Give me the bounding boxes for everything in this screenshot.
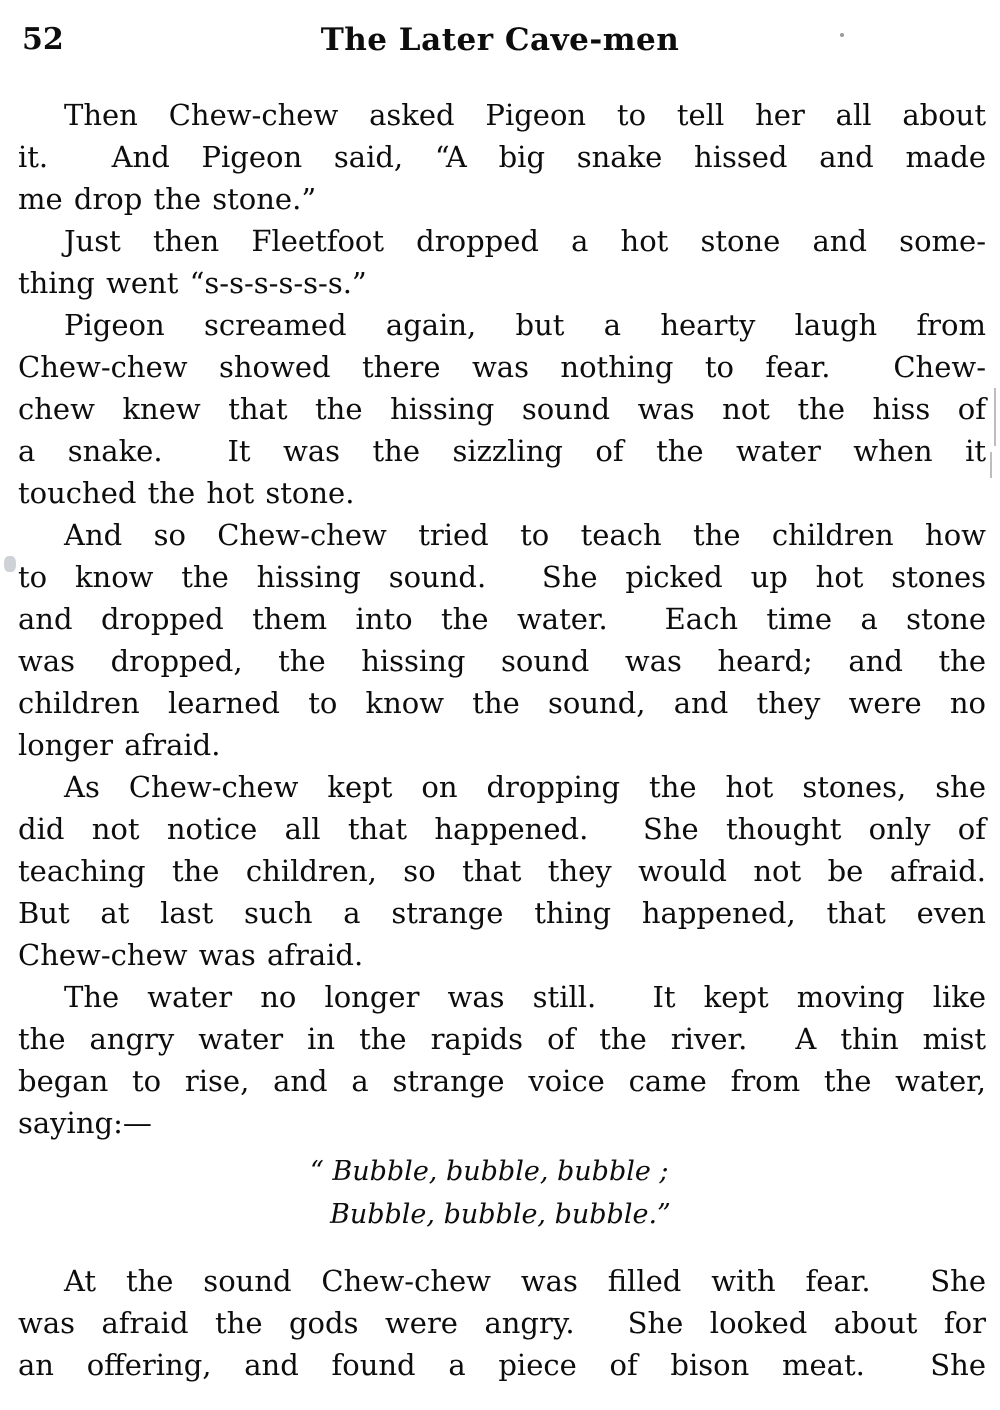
text-line: And so Chew-chew tried to teach the children how	[64, 518, 986, 552]
text-line: As Chew-chew kept on dropping the hot stones, she	[64, 770, 986, 804]
text-line: was afraid the gods were angry. She looked about for	[18, 1306, 986, 1340]
text-line: Just then Fleetfoot dropped a hot stone and some-	[64, 224, 986, 258]
body-text	[18, 94, 986, 1386]
text-line: Chew-chew showed there was nothing to fear. Chew-	[18, 350, 986, 384]
text-line: it. And Pigeon said, “A big snake hissed and made	[18, 140, 986, 174]
paragraph	[18, 766, 986, 976]
paragraph	[18, 220, 986, 304]
verse	[310, 1150, 986, 1236]
text-line: thing went “s-s-s-s-s-s.”	[18, 266, 367, 300]
text-line: Then Chew-chew asked Pigeon to tell her all about	[64, 98, 986, 132]
text-line: At the sound Chew-chew was filled with fear. She	[64, 1264, 986, 1298]
text-line: an offering, and found a piece of bison meat. She	[18, 1348, 986, 1382]
text-line: to know the hissing sound. She picked up hot stones	[18, 560, 986, 594]
paragraph	[18, 1260, 986, 1386]
running-title: The Later Cave-men	[320, 22, 680, 58]
scan-speck	[840, 33, 844, 37]
text-line: teaching the children, so that they would not be afraid.	[18, 854, 986, 888]
text-line: saying:—	[18, 1106, 152, 1140]
text-line: and dropped them into the water. Each time a stone	[18, 602, 986, 636]
text-line: Pigeon screamed again, but a hearty laugh from	[64, 308, 986, 342]
page-header	[0, 0, 1000, 66]
text-line: was dropped, the hissing sound was heard; and the	[18, 644, 986, 678]
text-line: began to rise, and a strange voice came from the water,	[18, 1064, 986, 1098]
page-number: 52	[22, 22, 64, 57]
verse-line: “ Bubble, bubble, bubble ;	[310, 1156, 669, 1187]
verse-line: Bubble, bubble, bubble.”	[330, 1199, 671, 1230]
paragraph	[18, 304, 986, 514]
text-line: a snake. It was the sizzling of the water when it	[18, 434, 986, 468]
text-line: chew knew that the hissing sound was not the hiss of	[18, 392, 986, 426]
text-line: children learned to know the sound, and they were no	[18, 686, 986, 720]
text-line: But at last such a strange thing happened, that even	[18, 896, 986, 930]
scan-artifact-line	[990, 452, 992, 478]
scan-artifact-line	[994, 388, 996, 446]
text-line: Chew-chew was afraid.	[18, 938, 364, 972]
scan-smudge	[4, 556, 16, 572]
paragraph	[18, 514, 986, 766]
paragraph	[18, 94, 986, 220]
text-line: The water no longer was still. It kept moving like	[64, 980, 986, 1014]
text-line: did not notice all that happened. She thought only of	[18, 812, 986, 846]
paragraph	[18, 976, 986, 1144]
text-line: touched the hot stone.	[18, 476, 355, 510]
text-line: me drop the stone.”	[18, 182, 317, 216]
text-line: longer afraid.	[18, 728, 221, 762]
text-line: the angry water in the rapids of the river. A thin mist	[18, 1022, 986, 1056]
